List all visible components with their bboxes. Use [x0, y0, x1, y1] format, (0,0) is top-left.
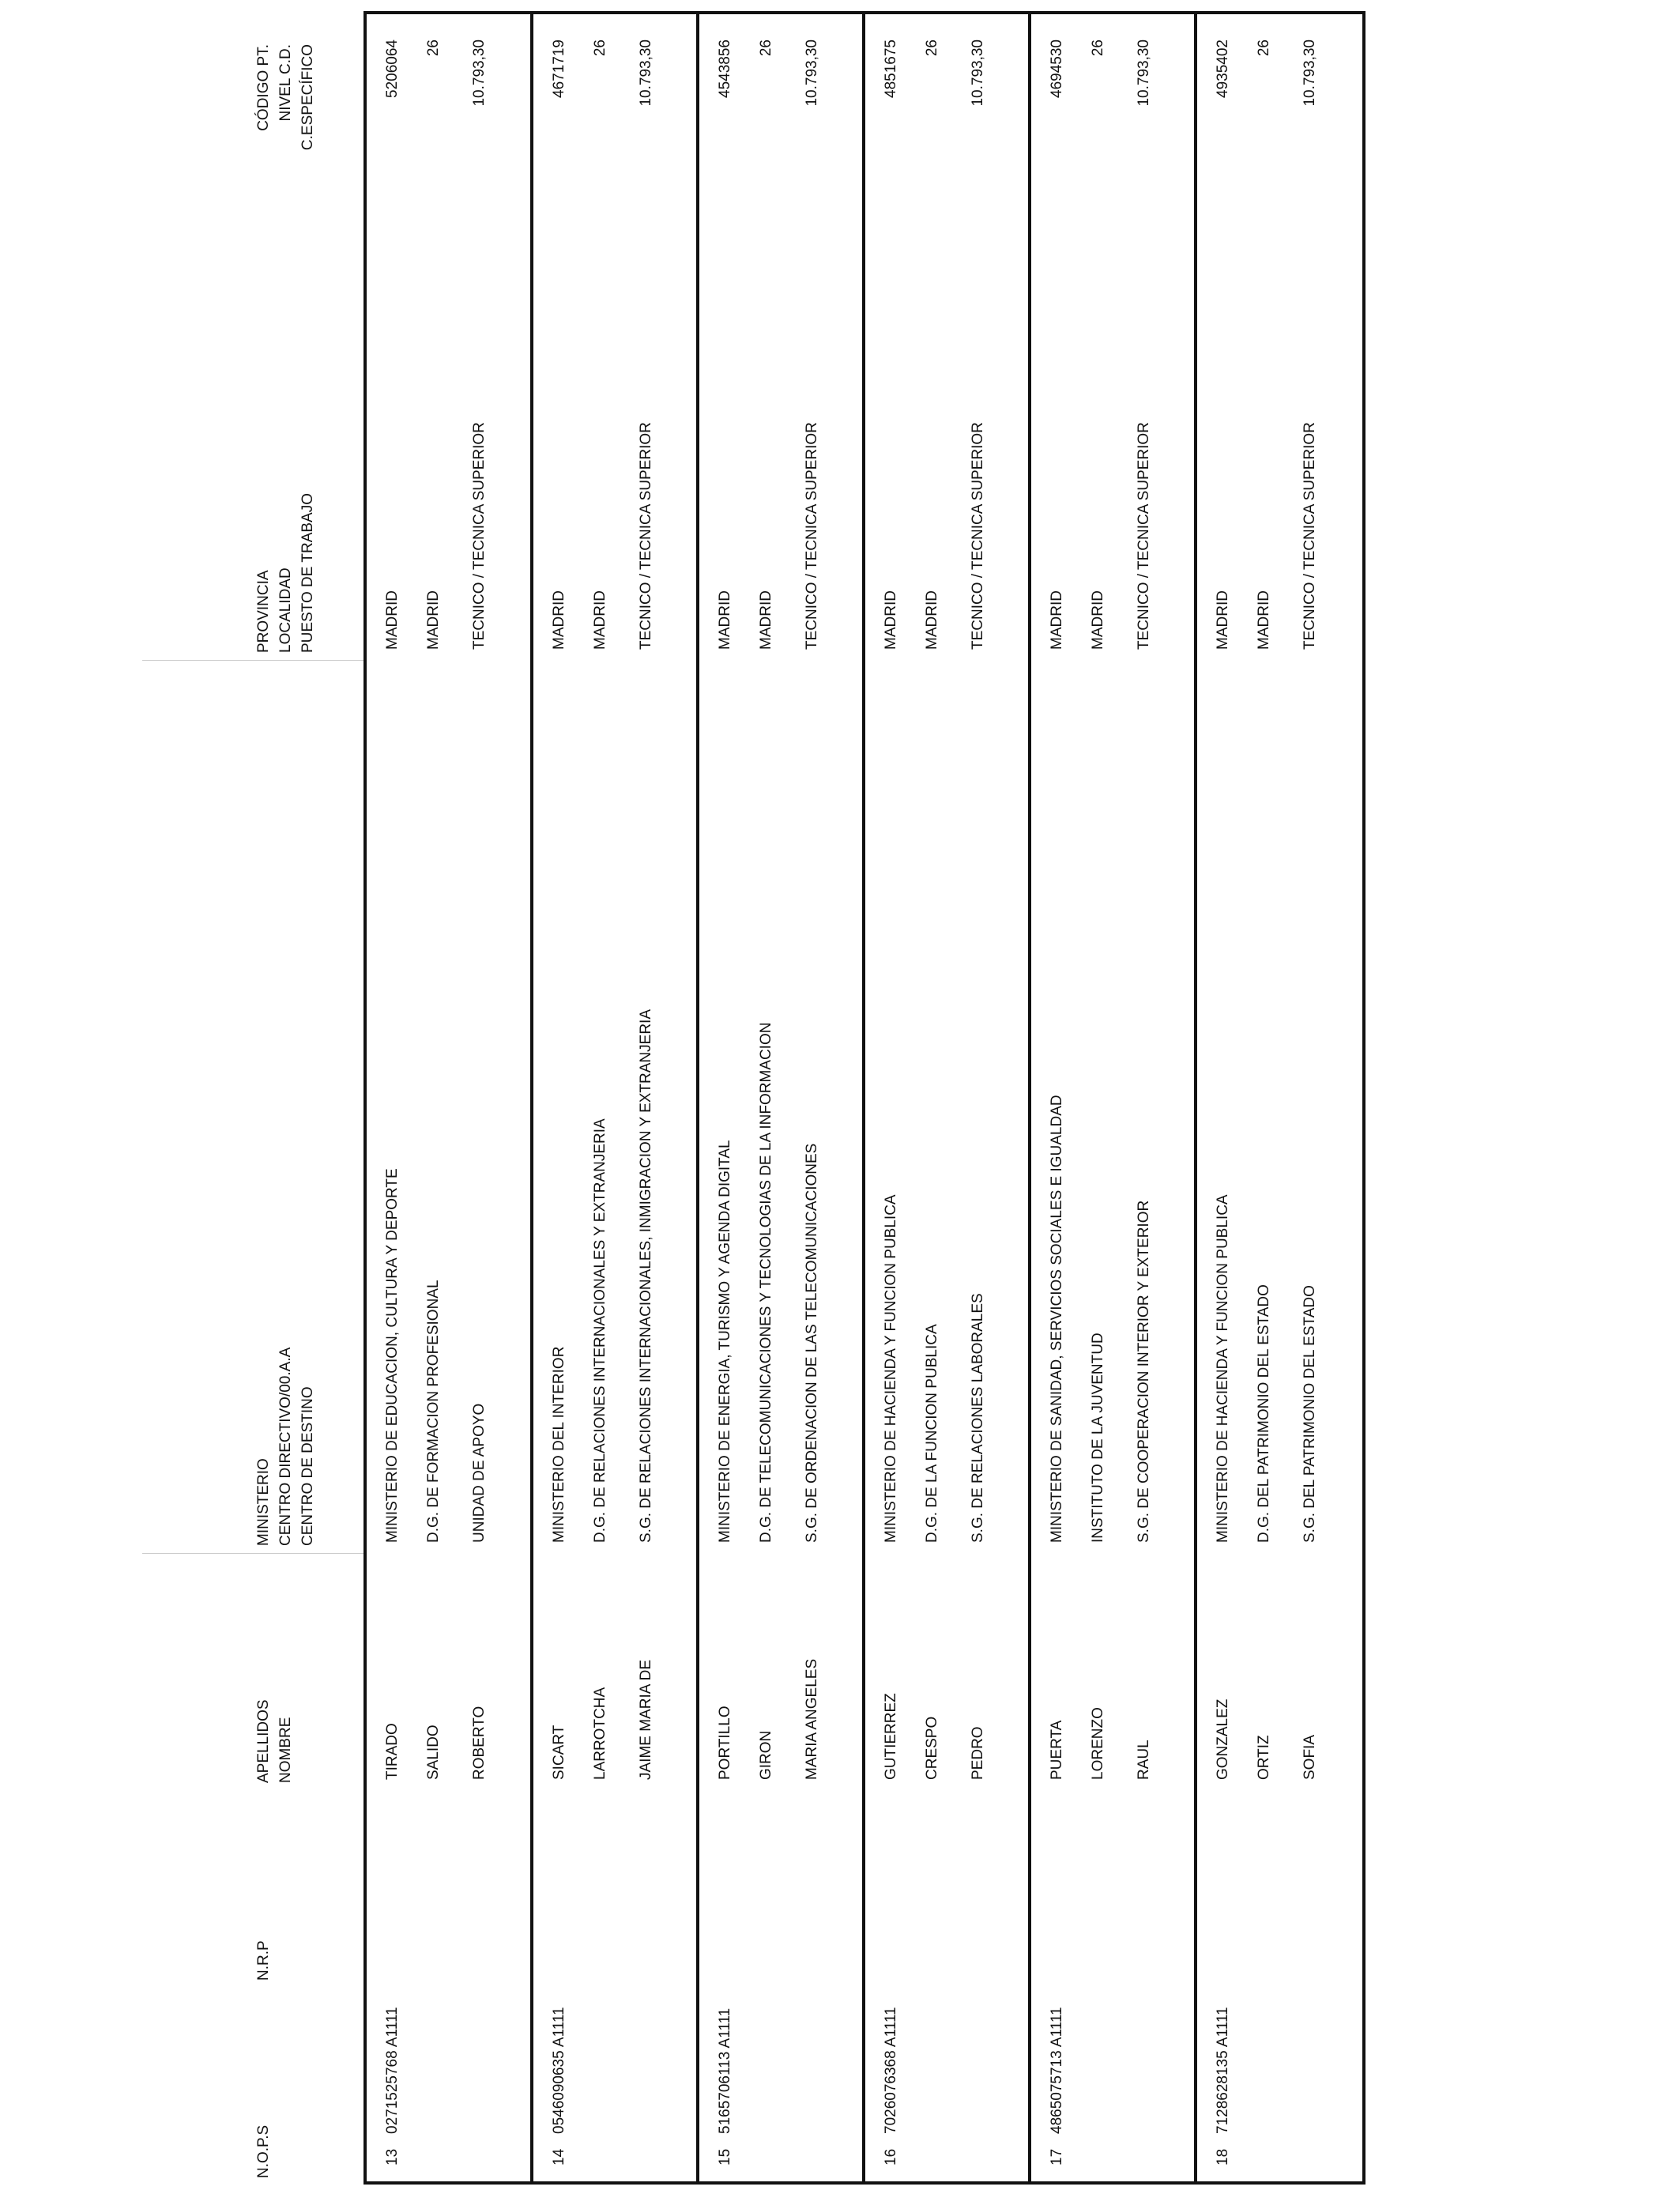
row-centro-directivo: D.G. DE RELACIONES INTERNACIONALES Y EXTRANJERIA: [592, 1118, 608, 1543]
row-apellido2: CRESPO: [924, 1716, 940, 1780]
row-nrp: 4865075713 A1111: [1049, 2007, 1065, 2134]
row-nops: 15: [717, 2148, 733, 2166]
row-localidad: MADRID: [592, 590, 608, 650]
row-centro-directivo: D.G. DE FORMACION PROFESIONAL: [425, 1280, 442, 1543]
row-centro-destino: S.G. DE COOPERACION INTERIOR Y EXTERIOR: [1136, 1200, 1152, 1543]
row-centro-directivo: D.G. DEL PATRIMONIO DEL ESTADO: [1256, 1284, 1272, 1543]
row-centro-destino: UNIDAD DE APOYO: [471, 1403, 488, 1543]
column-divider: [142, 1553, 363, 1554]
header-nombre: NOMBRE: [277, 1717, 294, 1783]
header-puesto: PUESTO DE TRABAJO: [299, 492, 316, 653]
row-centro-destino: S.G. DE RELACIONES LABORALES: [970, 1293, 986, 1543]
header-localidad: LOCALIDAD: [277, 567, 294, 653]
header-nops: N.O.P.S: [255, 2124, 272, 2178]
row-nrp: 7026076368 A1111: [883, 2007, 899, 2134]
row-especifico: 10.793,30: [1301, 40, 1318, 107]
table-row: [1031, 14, 1194, 2181]
row-centro-destino: S.G. DEL PATRIMONIO DEL ESTADO: [1301, 1285, 1318, 1543]
row-puesto: TECNICO / TECNICA SUPERIOR: [1136, 422, 1152, 650]
header-especifico: C.ESPECÍFICO: [299, 44, 316, 151]
row-ministerio: MINISTERIO DE ENERGIA, TURISMO Y AGENDA DIGITAL: [717, 1140, 733, 1543]
row-centro-destino: S.G. DE RELACIONES INTERNACIONALES, INMIGRACION Y EXTRANJERIA: [638, 1009, 654, 1543]
row-ministerio: MINISTERIO DE HACIENDA Y FUNCION PUBLICA: [1215, 1194, 1231, 1543]
row-apellido2: LORENZO: [1090, 1707, 1106, 1780]
row-especifico: 10.793,30: [970, 40, 986, 107]
header-nrp: N.R.P: [255, 1940, 272, 1981]
row-nops: 17: [1049, 2148, 1065, 2166]
row-provincia: MADRID: [384, 590, 401, 650]
row-provincia: MADRID: [1049, 590, 1065, 650]
row-nops: 18: [1215, 2148, 1231, 2166]
row-puesto: TECNICO / TECNICA SUPERIOR: [638, 422, 654, 650]
row-ministerio: MINISTERIO DEL INTERIOR: [551, 1346, 567, 1543]
row-provincia: MADRID: [717, 590, 733, 650]
row-nrp: 0271525768 A1111: [384, 2007, 401, 2134]
row-especifico: 10.793,30: [804, 40, 820, 107]
row-codigo: 5206064: [384, 40, 401, 98]
row-apellido1: PUERTA: [1049, 1720, 1065, 1780]
row-especifico: 10.793,30: [471, 40, 488, 107]
row-nrp: 7128628135 A1111: [1215, 2007, 1231, 2134]
row-codigo: 4543856: [717, 40, 733, 98]
header-provincia: PROVINCIA: [255, 570, 272, 653]
row-nops: 16: [883, 2148, 899, 2166]
records-table: [363, 11, 1365, 2185]
row-localidad: MADRID: [425, 590, 442, 650]
row-provincia: MADRID: [551, 590, 567, 650]
row-ministerio: MINISTERIO DE HACIENDA Y FUNCION PUBLICA: [883, 1194, 899, 1543]
table-row: [1197, 14, 1360, 2181]
row-nrp: 0546090635 A1111: [551, 2007, 567, 2134]
row-nombre: RAUL: [1136, 1740, 1152, 1780]
row-centro-directivo: D.G. DE LA FUNCION PUBLICA: [924, 1324, 940, 1543]
row-localidad: MADRID: [924, 590, 940, 650]
row-apellido1: TIRADO: [384, 1723, 401, 1780]
row-nombre: ROBERTO: [471, 1706, 488, 1780]
header-centro-destino: CENTRO DE DESTINO: [299, 1386, 316, 1546]
row-codigo: 4935402: [1215, 40, 1231, 98]
row-puesto: TECNICO / TECNICA SUPERIOR: [471, 422, 488, 650]
row-localidad: MADRID: [758, 590, 774, 650]
row-apellido2: ORTIZ: [1256, 1735, 1272, 1780]
row-nops: 14: [551, 2148, 567, 2166]
row-nivel: 26: [592, 40, 608, 57]
row-ministerio: MINISTERIO DE SANIDAD, SERVICIOS SOCIALES E IGUALDAD: [1049, 1095, 1065, 1543]
row-apellido1: GUTIERREZ: [883, 1693, 899, 1780]
row-provincia: MADRID: [1215, 590, 1231, 650]
row-localidad: MADRID: [1090, 590, 1106, 650]
row-nombre: PEDRO: [970, 1726, 986, 1780]
row-ministerio: MINISTERIO DE EDUCACION, CULTURA Y DEPORTE: [384, 1168, 401, 1543]
row-centro-destino: S.G. DE ORDENACION DE LAS TELECOMUNICACIONES: [804, 1143, 820, 1543]
header-codigo: CÓDIGO PT.: [255, 44, 272, 131]
header-centro-directivo: CENTRO DIRECTIVO/00.A.A: [277, 1347, 294, 1546]
row-nivel: 26: [425, 40, 442, 57]
row-apellido2: SALIDO: [425, 1725, 442, 1780]
row-nivel: 26: [924, 40, 940, 57]
row-localidad: MADRID: [1256, 590, 1272, 650]
row-apellido2: GIRON: [758, 1730, 774, 1780]
row-nombre: MARIA ANGELES: [804, 1658, 820, 1780]
row-puesto: TECNICO / TECNICA SUPERIOR: [1301, 422, 1318, 650]
row-apellido1: SICART: [551, 1725, 567, 1780]
row-nombre: SOFIA: [1301, 1734, 1318, 1780]
row-puesto: TECNICO / TECNICA SUPERIOR: [970, 422, 986, 650]
row-nrp: 5165706113 A1111: [717, 2007, 733, 2134]
row-especifico: 10.793,30: [1136, 40, 1152, 107]
row-puesto: TECNICO / TECNICA SUPERIOR: [804, 422, 820, 650]
row-nombre: JAIME MARIA DE: [638, 1659, 654, 1780]
column-divider: [142, 660, 363, 661]
header-ministerio: MINISTERIO: [255, 1458, 272, 1546]
row-nivel: 26: [1256, 40, 1272, 57]
row-provincia: MADRID: [883, 590, 899, 650]
header-nivel: NIVEL C.D.: [277, 44, 294, 122]
row-nivel: 26: [758, 40, 774, 57]
row-apellido1: PORTILLO: [717, 1706, 733, 1780]
table-row: [367, 14, 530, 2181]
row-nops: 13: [384, 2148, 401, 2166]
table-row: [865, 14, 1028, 2181]
row-apellido2: LARROTCHA: [592, 1687, 608, 1780]
table-row: [533, 14, 696, 2181]
table-row: [699, 14, 862, 2181]
header-apellidos: APELLIDOS: [255, 1699, 272, 1783]
row-codigo: 4851675: [883, 40, 899, 98]
row-apellido1: GONZALEZ: [1215, 1698, 1231, 1780]
row-codigo: 4694530: [1049, 40, 1065, 98]
row-nivel: 26: [1090, 40, 1106, 57]
row-centro-directivo: D.G. DE TELECOMUNICACIONES Y TECNOLOGIAS DE LA INFORMACION: [758, 1022, 774, 1543]
row-especifico: 10.793,30: [638, 40, 654, 107]
row-codigo: 4671719: [551, 40, 567, 98]
row-centro-directivo: INSTITUTO DE LA JUVENTUD: [1090, 1333, 1106, 1543]
